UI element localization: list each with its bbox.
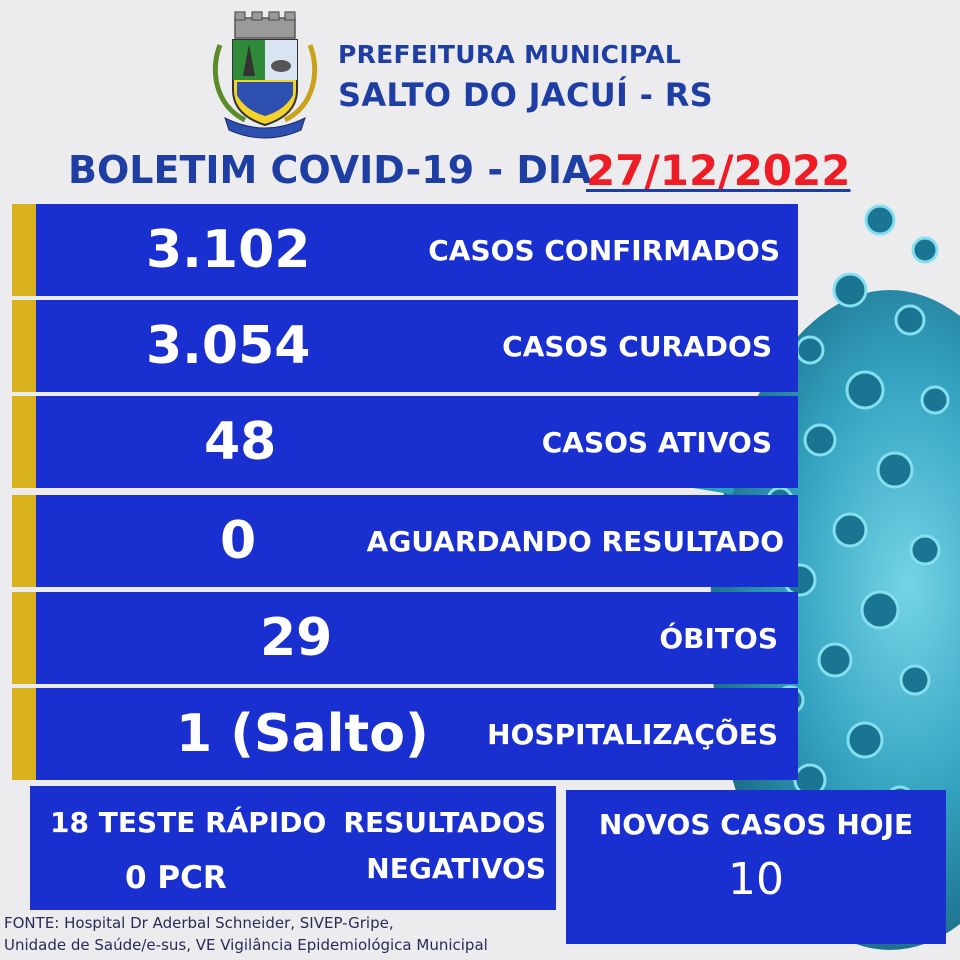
row-accent-stripe [12,396,36,488]
stat-row-confirmed [12,204,798,296]
rapid-test-count: 18 TESTE RÁPIDO [50,806,327,839]
stat-label: CASOS ATIVOS [541,425,772,459]
results-label-line-2: NEGATIVOS [366,852,546,885]
stat-value: 1 (Salto) [176,704,429,764]
stat-row-deaths [12,592,798,684]
stat-value: 3.054 [146,316,311,376]
new-cases-panel [566,790,946,944]
stat-row-active [12,396,798,488]
bulletin-title: BOLETIM COVID-19 - DIA [68,148,592,192]
results-label-line-1: RESULTADOS [343,806,546,839]
row-accent-stripe [12,204,36,296]
stat-value: 0 [220,511,257,571]
stat-row-awaiting [12,495,798,587]
header-line-2: SALTO DO JACUÍ - RS [338,76,713,114]
stat-value: 3.102 [146,220,311,280]
row-accent-stripe [12,688,36,780]
stat-value: 48 [204,412,277,472]
header-line-1: PREFEITURA MUNICIPAL [338,40,682,69]
pcr-test-count: 0 PCR [125,860,227,896]
source-line-2: Unidade de Saúde/e-sus, VE Vigilância Epidemiológica Municipal [4,936,488,954]
stat-label: CASOS CONFIRMADOS [428,233,780,267]
new-cases-label: NOVOS CASOS HOJE [598,808,914,841]
stat-label: CASOS CURADOS [502,329,772,363]
new-cases-value: 10 [728,854,784,905]
stat-row-cured [12,300,798,392]
stat-value: 29 [260,608,333,668]
stat-label: HOSPITALIZAÇÕES [487,717,778,751]
source-note [4,912,488,956]
row-accent-stripe [12,592,36,684]
row-accent-stripe [12,300,36,392]
stat-label: ÓBITOS [659,621,778,655]
source-line-1: FONTE: Hospital Dr Aderbal Schneider, SIVEP-Gripe, [4,914,394,932]
stat-label: AGUARDANDO RESULTADO [366,524,784,558]
bulletin-date: 27/12/2022 [586,146,851,195]
municipal-coat-of-arms [205,10,325,140]
stat-row-hospitalizations [12,688,798,780]
row-accent-stripe [12,495,36,587]
tests-panel [30,786,556,910]
